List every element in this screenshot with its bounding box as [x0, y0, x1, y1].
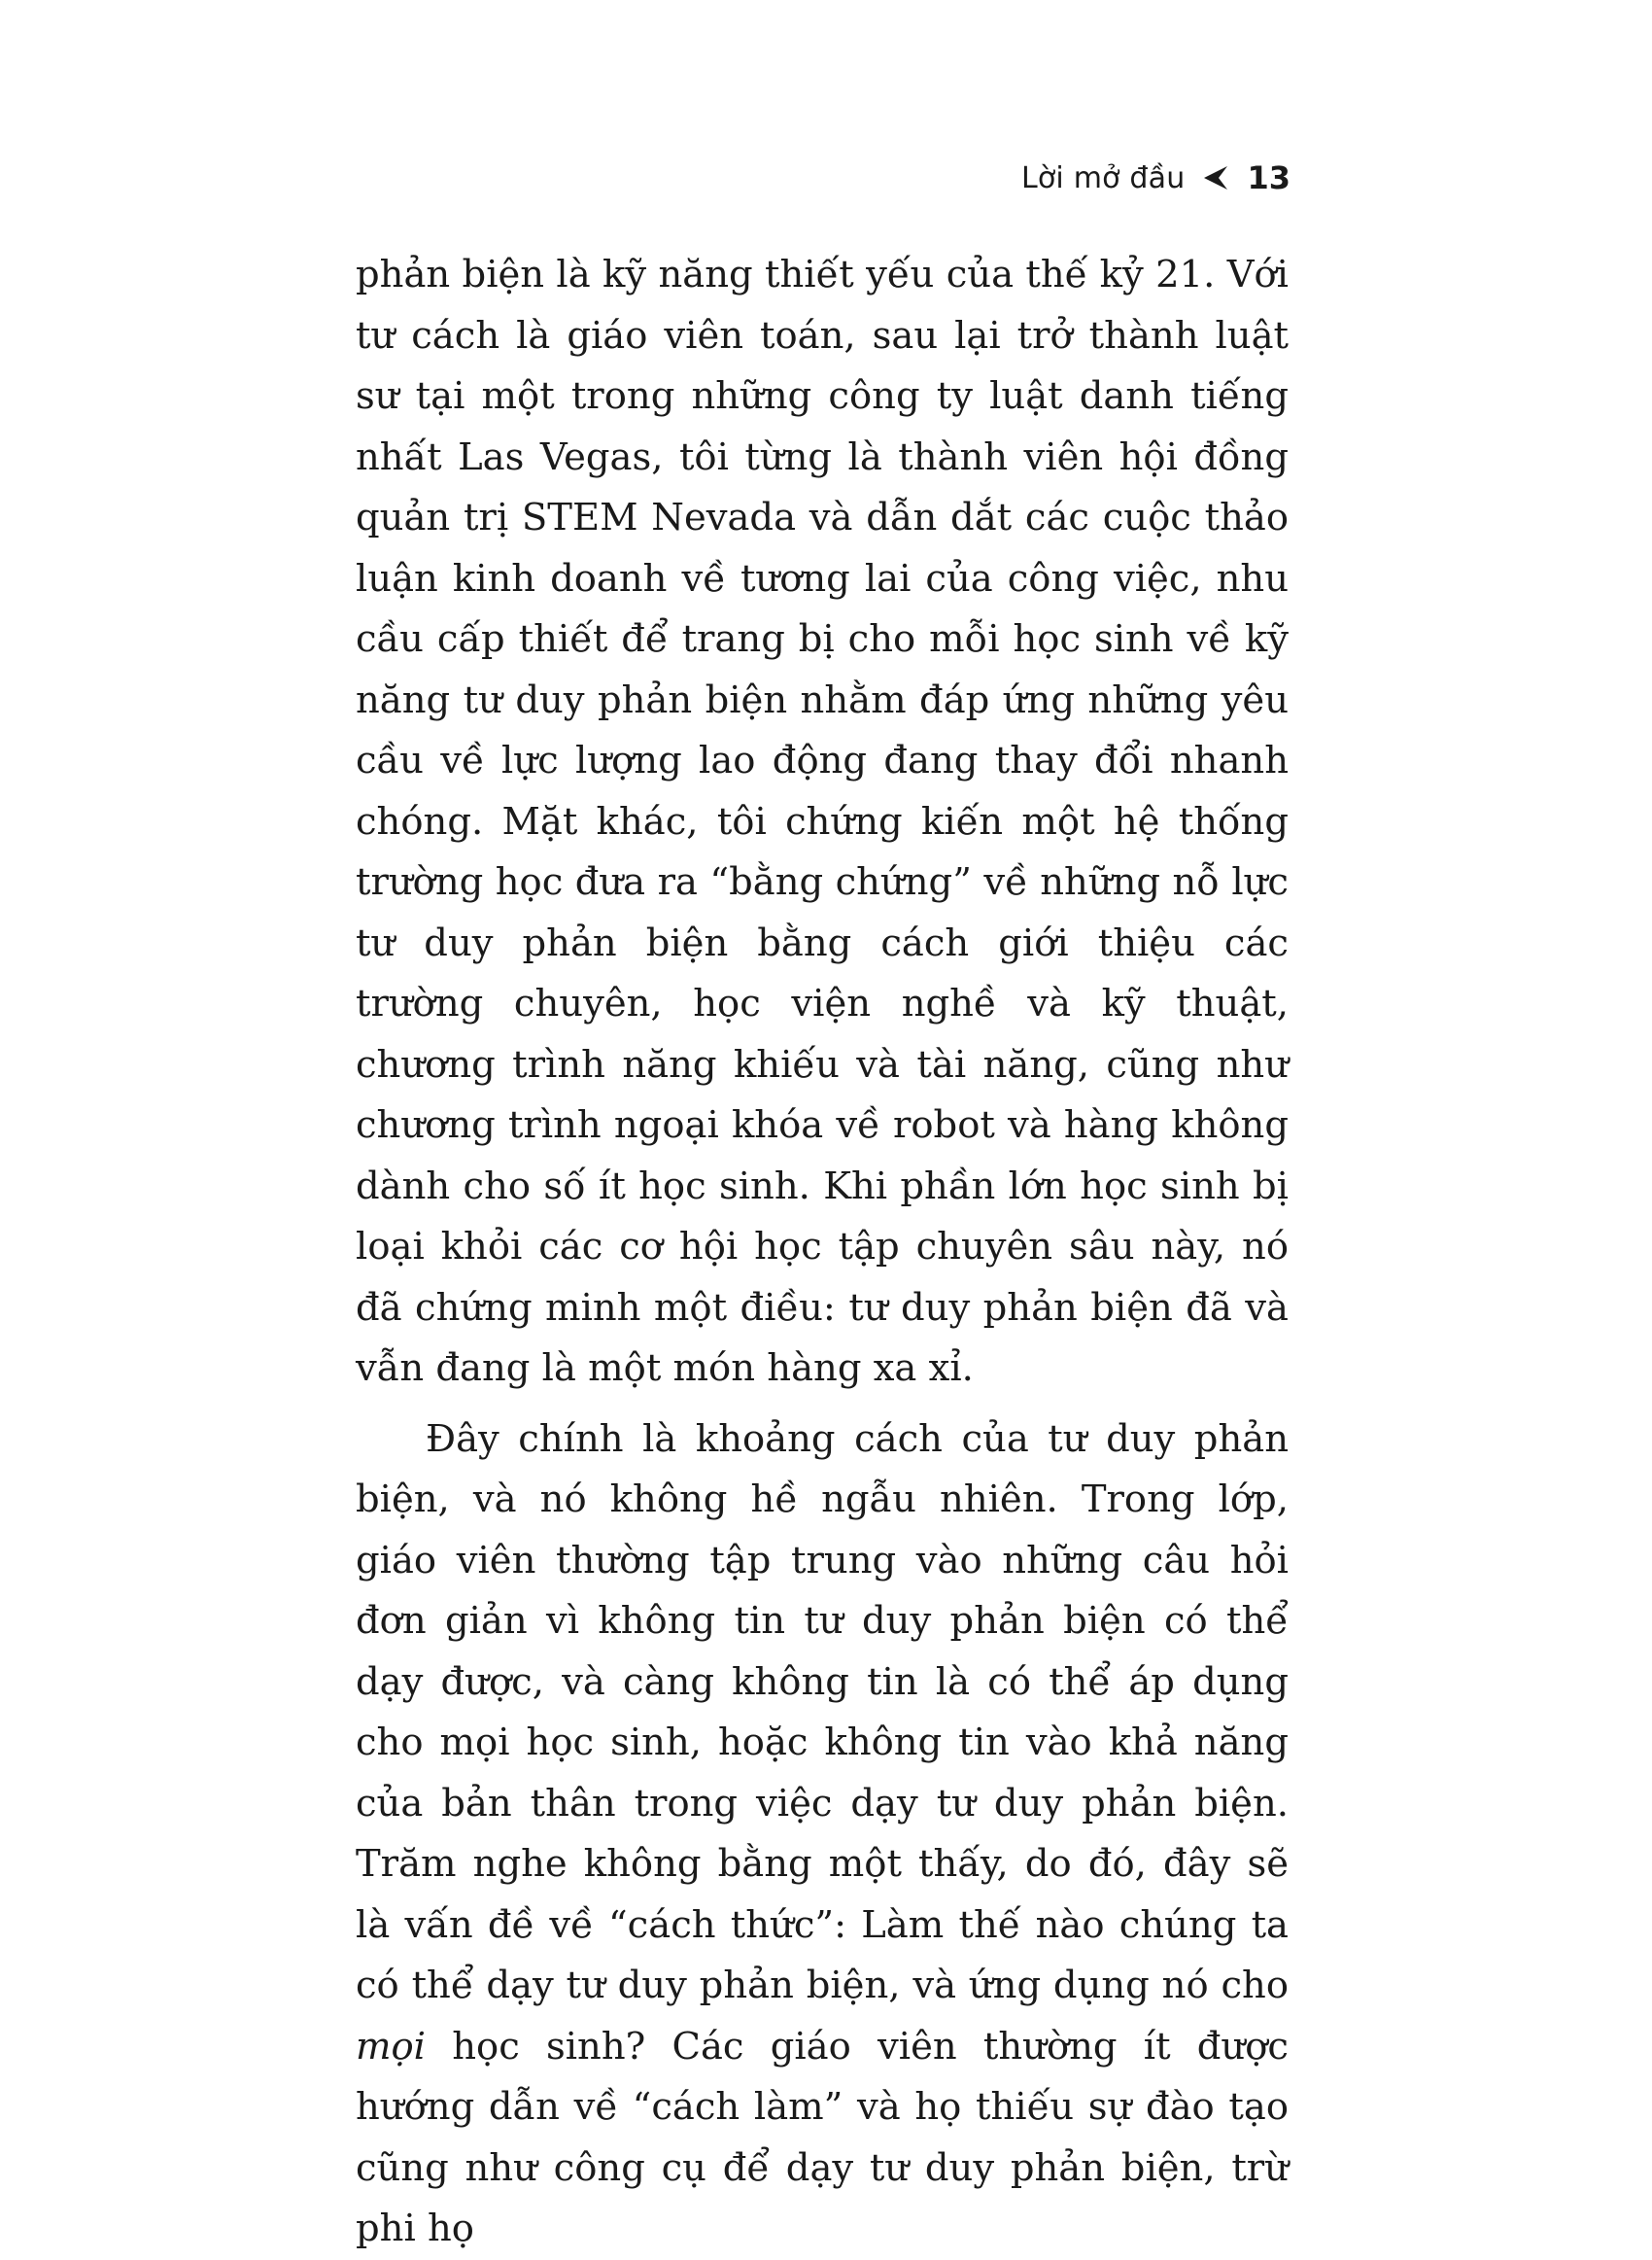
paragraph-2-text-start: Đây chính là khoảng cách của tư duy phản biện, và nó không hề ngẫu nhiên. Trong lớp, giáo viên thường tập trung vào những câu hỏi đơn giản vì không tin tư duy phản biện có thể dạy được, và càng không tin là có thể áp dụng cho mọi học sinh, hoặc không tin vào khả năng của bản thân trong việc dạy tư duy phản biện. Trăm nghe không bằng một thấy, do đó, đây sẽ là vấn đề về “cách thức”: Làm thế nào chúng ta có thể dạy tư duy phản biện, và ứng dụng nó cho — [356, 1416, 1289, 2007]
running-header — [1021, 159, 1291, 196]
body-text — [356, 245, 1289, 2260]
paragraph-1: phản biện là kỹ năng thiết yếu của thế kỷ 21. Với tư cách là giáo viên toán, sau lại trở thành luật sư tại một trong những công ty luật danh tiếng nhất Las Vegas, tôi từng là thành viên hội đồng quản trị STEM Nevada và dẫn dắt các cuộc thảo luận kinh doanh về tương lai của công việc, nhu cầu cấp thiết để trang bị cho mỗi học sinh về kỹ năng tư duy phản biện nhằm đáp ứng những yêu cầu về lực lượng lao động đang thay đổi nhanh chóng. Mặt khác, tôi chứng kiến một hệ thống trường học đưa ra “bằng chứng” về những nỗ lực tư duy phản biện bằng cách giới thiệu các trường chuyên, học viện nghề và kỹ thuật, chương trình năng khiếu và tài năng, cũng như chương trình ngoại khóa về robot và hàng không dành cho số ít học sinh. Khi phần lớn học sinh bị loại khỏi các cơ hội học tập chuyên sâu này, nó đã chứng minh một điều: tư duy phản biện đã và vẫn đang là một món hàng xa xỉ. — [356, 253, 1289, 1390]
paragraph-2 — [356, 1409, 1289, 2260]
left-arrowhead-icon — [1202, 164, 1229, 191]
section-title: Lời mở đầu — [1020, 160, 1186, 195]
paragraph-2-text-end: học sinh? Các giáo viên thường ít được hướng dẫn về “cách làm” và họ thiếu sự đào tạo cũng như công cụ để dạy tư duy phản biện, trừ phi họ — [356, 2024, 1289, 2250]
emphasized-word: mọi — [356, 2024, 426, 2069]
page-number: 13 — [1247, 159, 1291, 196]
